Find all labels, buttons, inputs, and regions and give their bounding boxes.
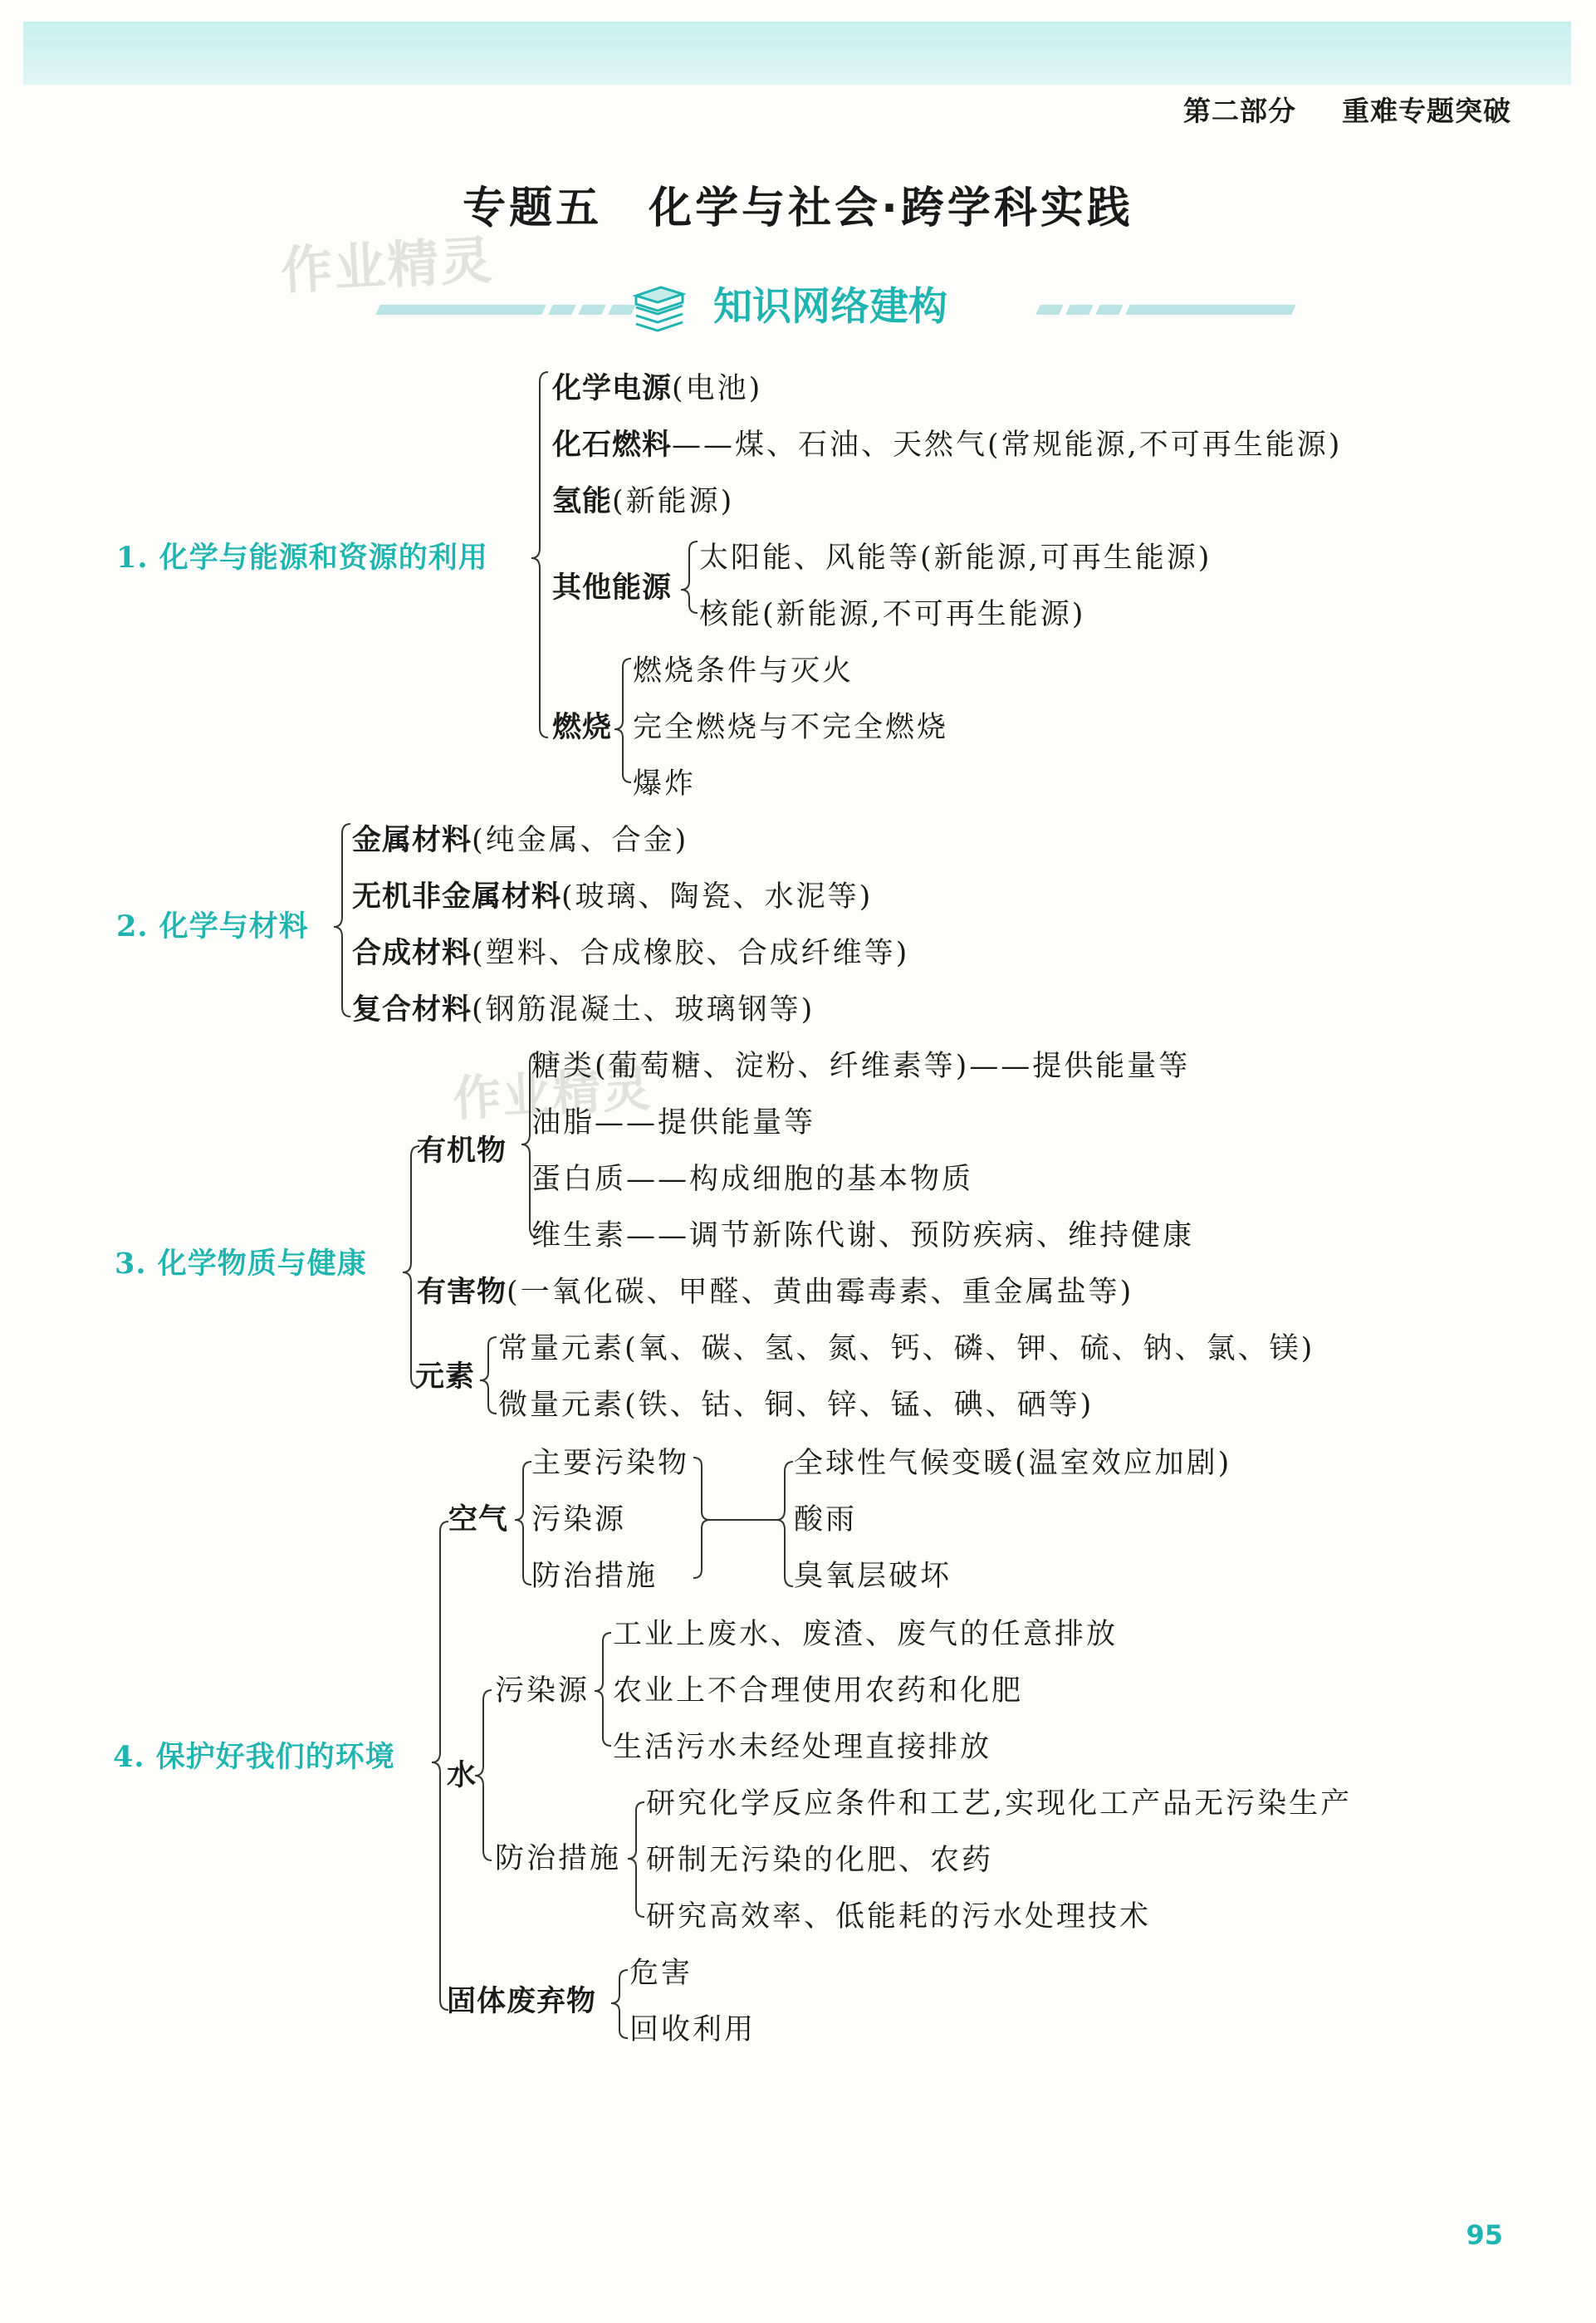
t2-item-inorganic — [352, 879, 873, 915]
t2-i1n: (纯金属、合金) — [472, 824, 689, 857]
t3-organic-c: 蛋白质——构成细胞的基本物质 — [531, 1163, 974, 1196]
header-section: 重难专题突破 — [1342, 95, 1511, 127]
t4-item-air: 空气 — [448, 1503, 509, 1536]
t1-item-fossil-fuel — [552, 427, 1342, 463]
header-part: 第二部分 — [1183, 95, 1296, 127]
subtitle-text: 知识网络建构 — [713, 284, 947, 330]
t3-item-elements: 元素 — [415, 1360, 476, 1394]
t4-water-prevention-c: 研究高效率、低能耗的污水处理技术 — [646, 1900, 1152, 1933]
t4-air-source: 污染源 — [531, 1503, 627, 1536]
t4-water-prevention-b: 研制无污染的化肥、农药 — [646, 1844, 994, 1877]
t3-i2: 有害物 — [417, 1276, 507, 1309]
topic-4-label: 4. 保护好我们的环境 — [113, 1740, 395, 1774]
t4-water-source-c: 生活污水未经处理直接排放 — [613, 1731, 992, 1764]
t1-i3: 氢能 — [552, 485, 613, 518]
t1-i2: 化石燃料 — [552, 429, 673, 462]
t3-organic-a: 糖类(葡萄糖、淀粉、纤维素等)——提供能量等 — [531, 1050, 1191, 1083]
t2-item-metal — [352, 822, 688, 859]
t4-item-solid-waste: 固体废弃物 — [447, 1985, 597, 2018]
t2-i2: 无机非金属材料 — [352, 880, 562, 914]
topic-3-label: 3. 化学物质与健康 — [115, 1247, 367, 1281]
t1-i1: 化学电源 — [552, 372, 673, 405]
t4-water-source: 污染源 — [495, 1674, 590, 1708]
watermark-2: 作业精灵 — [451, 1060, 654, 1128]
t2-i1: 金属材料 — [352, 824, 472, 857]
t2-item-synthetic — [352, 935, 909, 972]
t2-item-composite — [352, 992, 815, 1028]
t3-organic-b: 油脂——提供能量等 — [531, 1106, 816, 1139]
t1-combustion-c: 爆炸 — [633, 767, 697, 801]
t4-solid-harm: 危害 — [629, 1957, 693, 1990]
t1-i3n: (新能源) — [612, 485, 735, 518]
t3-i2n: (一氧化碳、甲醛、黄曲霉毒素、重金属盐等) — [507, 1276, 1134, 1309]
t4-air-prevention: 防治措施 — [531, 1560, 658, 1593]
t2-i4: 复合材料 — [352, 993, 472, 1027]
t3-organic-d: 维生素——调节新陈代谢、预防疾病、维持健康 — [531, 1219, 1195, 1252]
t3-elements-trace: 微量元素(铁、钴、铜、锌、锰、碘、硒等) — [498, 1389, 1094, 1422]
t2-i3: 合成材料 — [352, 937, 472, 970]
t4-water-prevention: 防治措施 — [495, 1842, 622, 1875]
topic-1-label: 1. 化学与能源和资源的利用 — [116, 541, 488, 575]
t1-item-other-energy: 其他能源 — [552, 571, 673, 605]
t4-water-prevention-a: 研究化学反应条件和工艺,实现化工产品无污染生产 — [646, 1787, 1353, 1821]
t4-air-result-ozone: 臭氧层破坏 — [794, 1560, 952, 1593]
t1-combustion-a: 燃烧条件与灭火 — [633, 654, 854, 688]
t4-item-water: 水 — [447, 1759, 477, 1792]
t1-other-solar: 太阳能、风能等(新能源,可再生能源) — [699, 542, 1212, 575]
t2-i3n: (塑料、合成橡胶、合成纤维等) — [472, 937, 910, 970]
t1-i2n: ——煤、石油、天然气(常规能源,不可再生能源) — [672, 429, 1343, 462]
t3-elements-major: 常量元素(氧、碳、氢、氮、钙、磷、钾、硫、钠、氯、镁) — [498, 1332, 1315, 1365]
t1-combustion-b: 完全燃烧与不完全燃烧 — [633, 711, 949, 744]
topic-2-label: 2. 化学与材料 — [116, 909, 309, 943]
page-title: 专题五 化学与社会·跨学科实践 — [463, 184, 1133, 233]
t1-i1n: (电池) — [672, 372, 763, 405]
page-number: 95 — [1466, 2219, 1503, 2251]
t3-item-harmful — [417, 1274, 1133, 1311]
t4-air-result-acid-rain: 酸雨 — [794, 1503, 858, 1536]
t4-air-pollutants: 主要污染物 — [531, 1447, 690, 1480]
t2-i4n: (钢筋混凝土、玻璃钢等) — [472, 993, 815, 1027]
t4-air-result-warming: 全球性气候变暖(温室效应加剧) — [794, 1447, 1232, 1480]
t4-water-source-a: 工业上废水、废渣、废气的任意排放 — [613, 1618, 1119, 1651]
t1-item-combustion: 燃烧 — [552, 711, 613, 744]
t4-solid-recycle: 回收利用 — [629, 2013, 756, 2046]
t3-item-organic: 有机物 — [417, 1135, 507, 1168]
t2-i2n: (玻璃、陶瓷、水泥等) — [561, 880, 874, 914]
t1-item-hydrogen — [552, 483, 734, 520]
watermark-1: 作业精灵 — [279, 229, 496, 301]
t4-water-source-b: 农业上不合理使用农药和化肥 — [613, 1674, 1024, 1708]
t1-other-nuclear: 核能(新能源,不可再生能源) — [699, 598, 1086, 631]
t1-item-chemical-battery — [552, 370, 762, 407]
